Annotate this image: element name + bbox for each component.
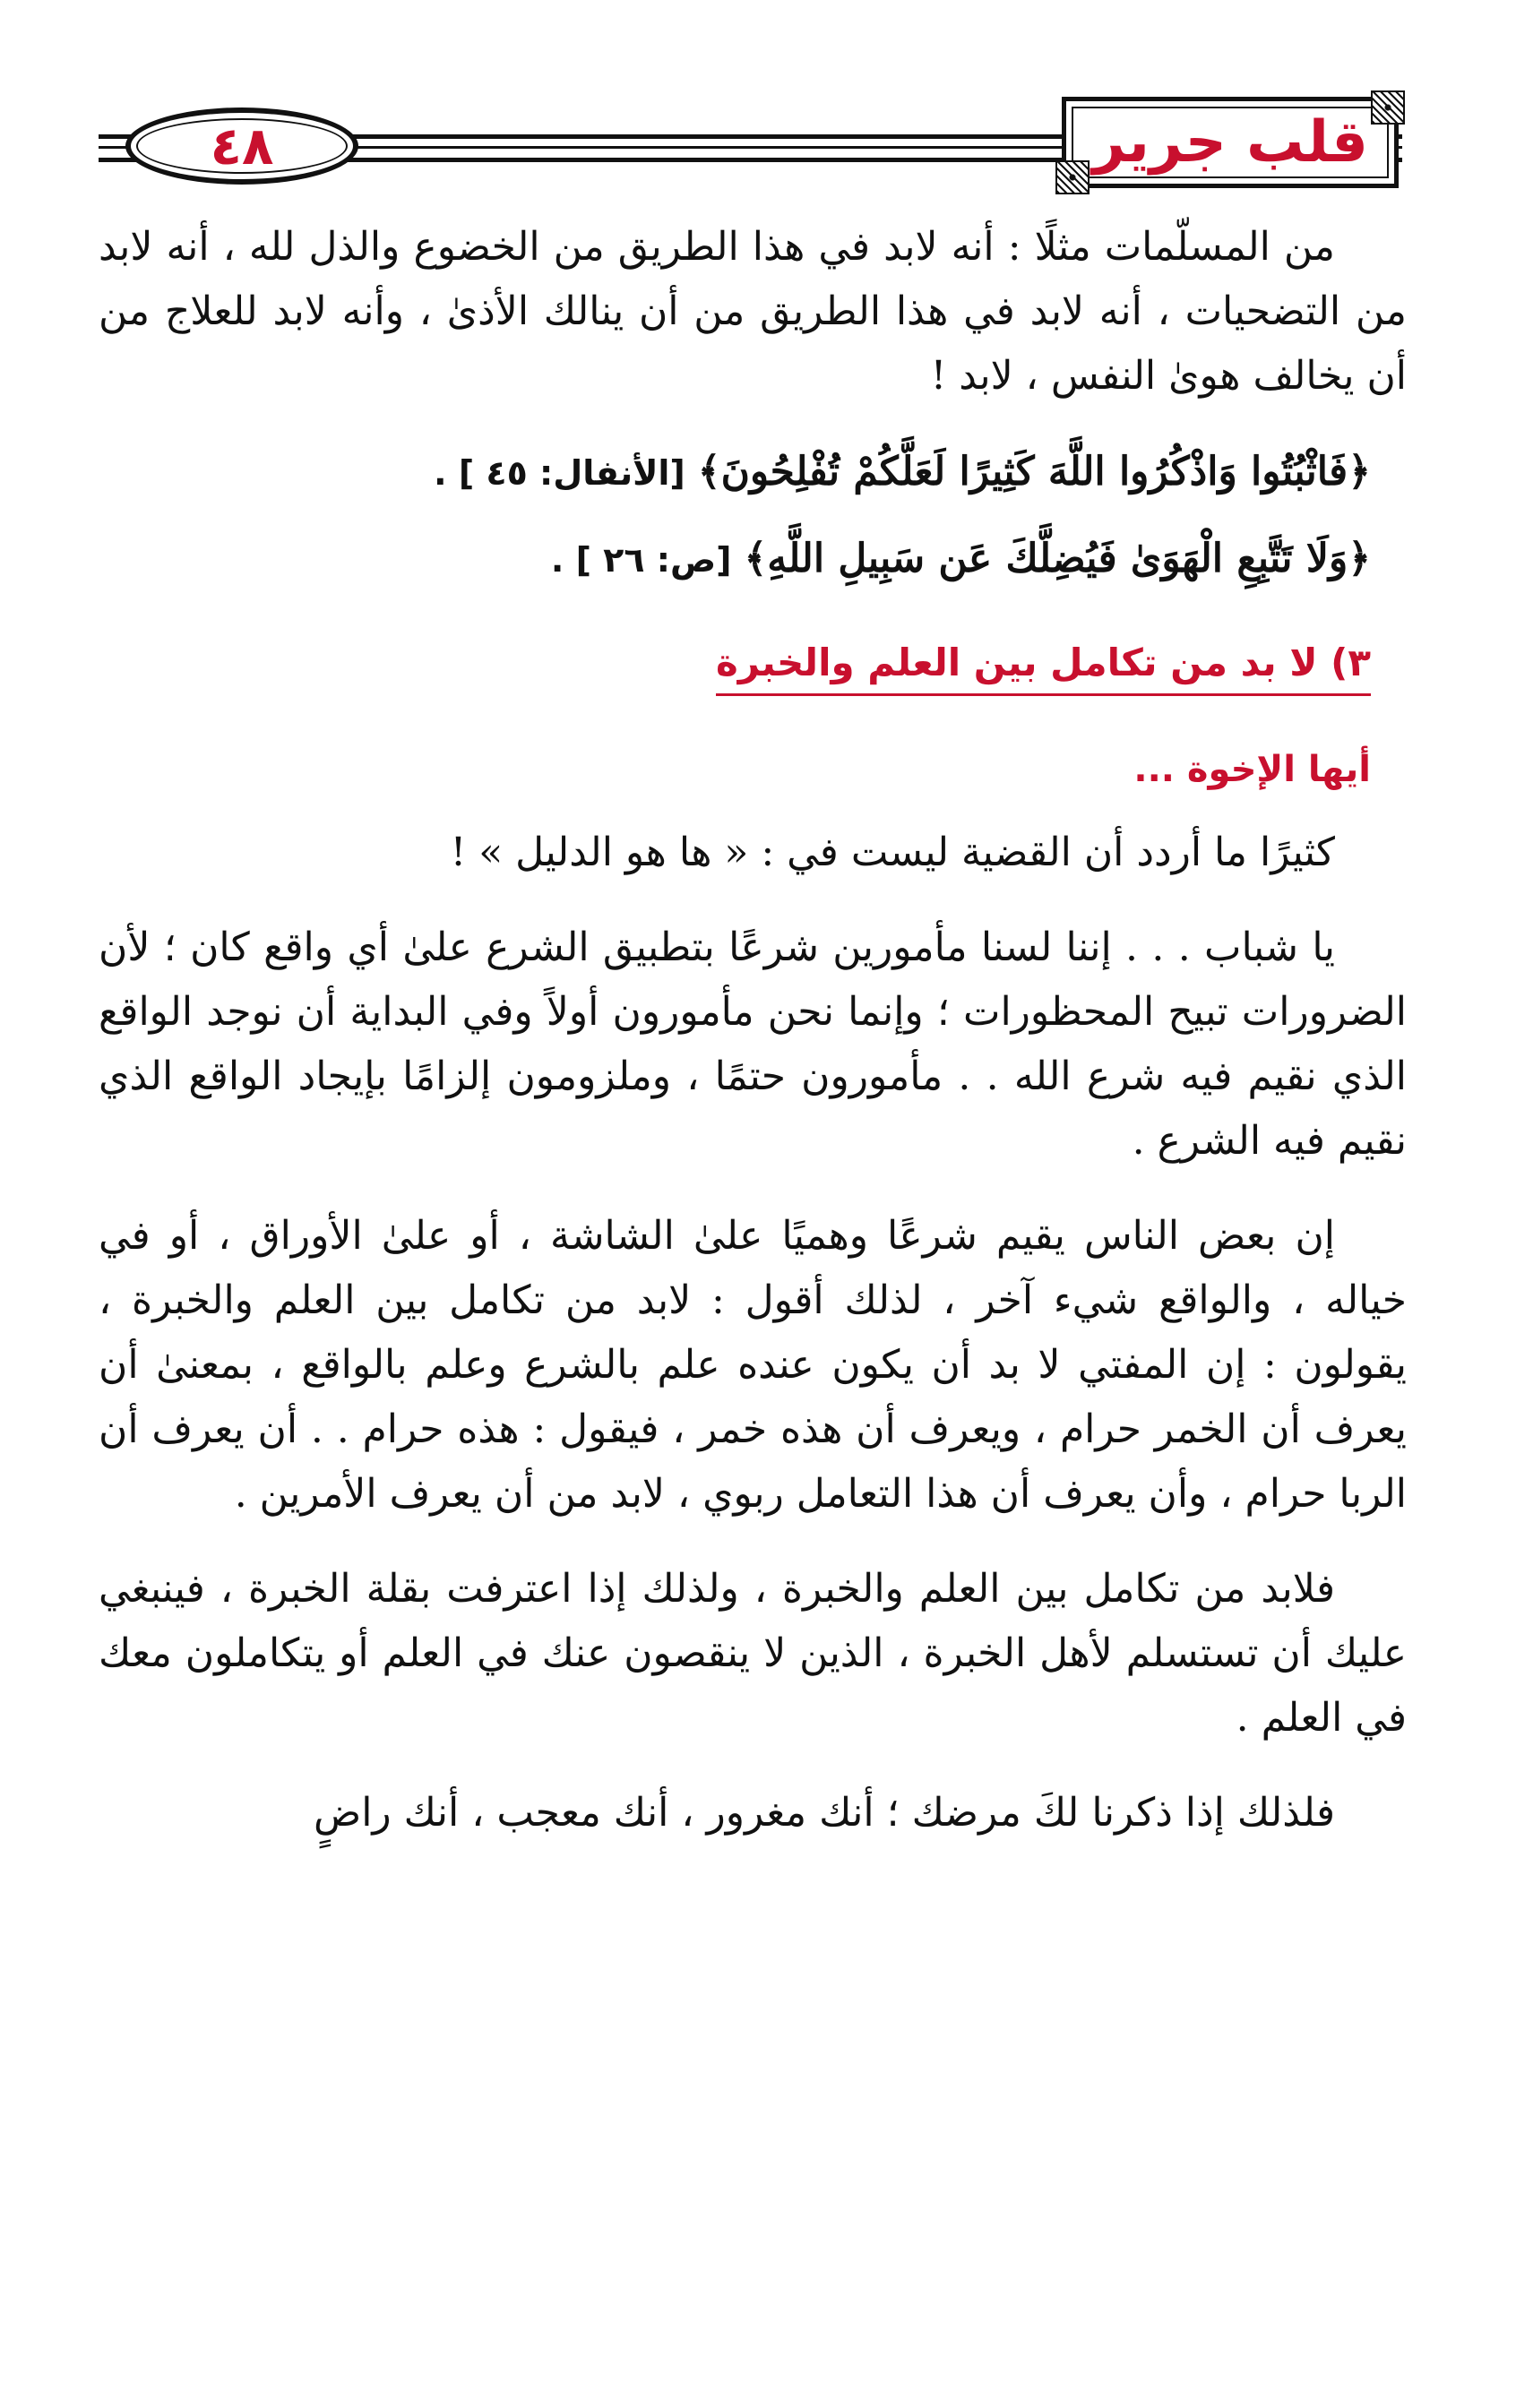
ornament-corner-icon: [1371, 90, 1405, 125]
running-title-frame: [1062, 97, 1399, 188]
page-number-frame: [125, 108, 358, 185]
paragraph: إن بعض الناس يقيم شرعًا وهميًا علىٰ الشاشة ، أو علىٰ الأوراق ، أو في خياله ، والواقع شيء آخر ، لذلك أقول : لابد من تكامل بين العلم والخبرة ، يقولون : إن المفتي لا بد أن يكون عنده علم بالشرع وعلم بالواقع ، بمعنىٰ أن يعرف أن الخمر حرام ، ويعرف أن هذه خمر ، فيقول : هذه حرام . . أن يعرف أن الربا حرام ، وأن يعرف أن هذا التعامل ربوي ، لابد من أن يعرف الأمرين .: [99, 1213, 1408, 1517]
sub-heading: أيها الإخوة ...: [1133, 749, 1371, 790]
section-heading-text: ٣) لا بد من تكامل بين العلم والخبرة: [716, 641, 1371, 696]
running-title: قلب جرير: [1092, 109, 1368, 176]
verse-reference: [الأنفال: ٤٥ ] .: [434, 453, 685, 493]
page-number: ٤٨: [210, 116, 274, 176]
quran-verse: [99, 439, 1407, 506]
verse-text: ﴿وَلَا تَتَّبِعِ الْهَوَىٰ فَيُضِلَّكَ عَن سَبِيلِ اللَّهِ﴾: [744, 536, 1371, 581]
paragraph: فلابد من تكامل بين العلم والخبرة ، ولذلك إذا اعترفت بقلة الخبرة ، فينبغي عليك أن تستسلم لأهل الخبرة ، الذين لا ينقصون عنك في العلم أو يتكاملون معك في العلم .: [99, 1566, 1407, 1741]
ornament-corner-icon: [1055, 160, 1090, 194]
quran-verse: [99, 526, 1407, 593]
verse-text: ﴿فَاثْبُتُوا وَاذْكُرُوا اللَّهَ كَثِيرًا لَعَلَّكُمْ تُفْلِحُونَ﴾: [697, 449, 1371, 494]
verse-reference: [ص: ٢٦ ] .: [550, 540, 732, 580]
section-heading: [99, 636, 1407, 690]
paragraph: من المسلّمات مثلًا : أنه لابد في هذا الطريق من الخضوع والذل لله ، أنه لابد من التضحيات ، أنه لابد في هذا الطريق من أن ينالك الأذىٰ ، وأنه لابد للعلاج من أن يخالف هوىٰ النفس ، لابد !: [99, 224, 1407, 399]
page-body: [99, 215, 1407, 1876]
page-header: [0, 0, 1516, 206]
paragraph: فلذلك إذا ذكرنا لكَ مرضك ؛ أنك مغرور ، أنك معجب ، أنك راضٍ: [314, 1790, 1335, 1836]
paragraph: يا شباب . . . إننا لسنا مأمورين شرعًا بتطبيق الشرع علىٰ أي واقع كان ؛ لأن الضرورات تبيح المحظورات ؛ وإنما نحن مأمورون أولاً وفي البداية أن نوجد الواقع الذي نقيم فيه شرع الله . . مأمورون حتمًا ، وملزومون إلزامًا بإيجاد الواقع الذي نقيم فيه الشرع .: [99, 924, 1407, 1164]
paragraph: كثيرًا ما أردد أن القضية ليست في : « ها هو الدليل » !: [450, 830, 1335, 875]
